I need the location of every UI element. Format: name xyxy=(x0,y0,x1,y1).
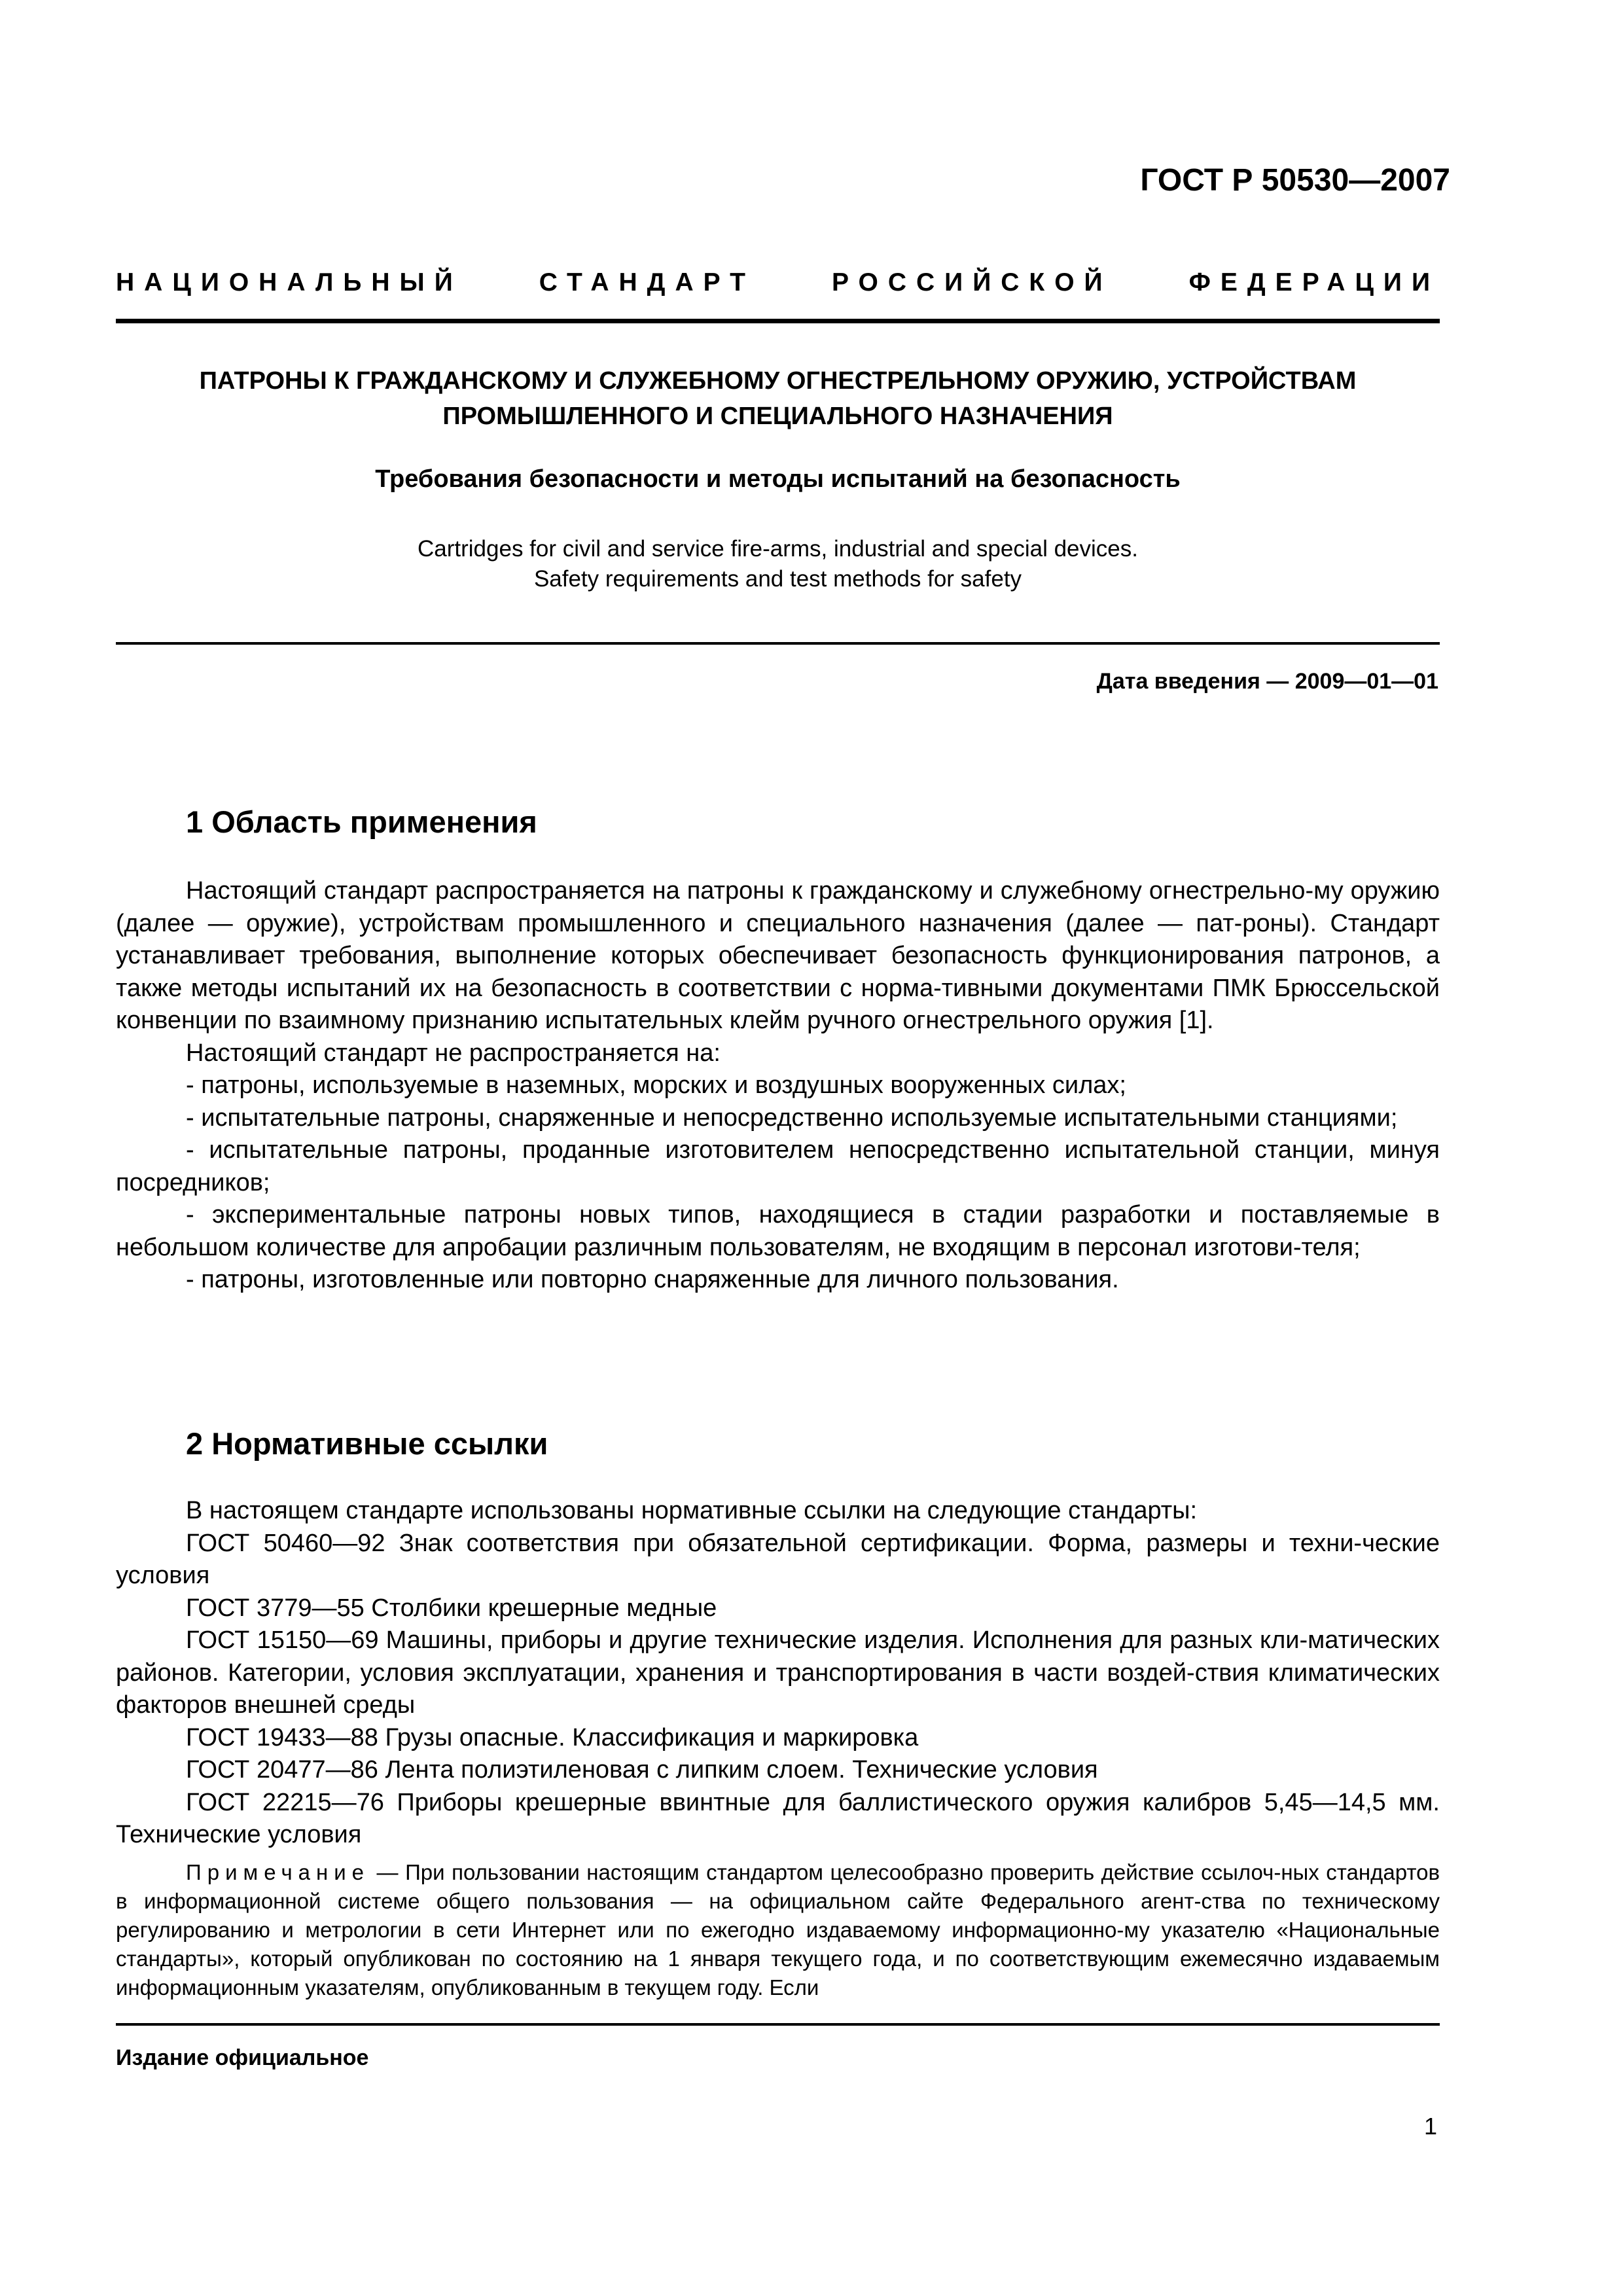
reference-item: ГОСТ 19433—88 Грузы опасные. Классификация и маркировка xyxy=(186,1723,919,1751)
list-item: - испытательные патроны, снаряженные и непосредственно используемые испытательными станциями; xyxy=(186,1103,1398,1132)
note xyxy=(116,1858,1440,2002)
list-item: - патроны, изготовленные или повторно снаряженные для личного пользования. xyxy=(186,1266,1119,1293)
national-standard-banner xyxy=(116,268,1440,297)
section-references-body xyxy=(116,1495,1440,1852)
reference-item: ГОСТ 50460—92 Знак соответствия при обязательной сертификации. Форма, размеры и техни-ческие условия xyxy=(116,1529,1440,1589)
introduction-date: Дата введения — 2009—01—01 xyxy=(1096,669,1438,694)
list-item: - испытательные патроны, проданные изготовителем непосредственно испытательной станции, минуя посредников; xyxy=(116,1136,1440,1196)
title-divider xyxy=(116,642,1440,645)
paragraph: В настоящем стандарте использованы нормативные ссылки на следующие стандарты: xyxy=(186,1497,1198,1524)
section-heading-scope: 1 Область применения xyxy=(186,804,537,839)
section-scope-body xyxy=(116,875,1440,1297)
footer-divider xyxy=(116,2023,1440,2026)
english-title-line: Cartridges for civil and service fire-arms, industrial and special devices. xyxy=(418,536,1138,562)
paragraph: Настоящий стандарт распространяется на патроны к гражданскому и служебному огнестрельно-му оружию (далее — оружие), устройствам промышленного и специального назначения (далее — пат-роны). Стандарт устанавливает требования, выполнение которых обеспечивает безопасность функционирования патронов, а также методы испытаний их на безопасность в соответствии с норма-тивными документами ПМК Брюссельской конвенции по взаимному признанию испытательных клейм ручного огнестрельного оружия [1]. xyxy=(116,877,1440,1034)
document-title xyxy=(116,363,1440,434)
paragraph: Настоящий стандарт не распространяется на: xyxy=(186,1039,721,1067)
note-label: Примечание xyxy=(186,1860,370,1884)
english-title-line: Safety requirements and test methods for safety xyxy=(533,566,1022,592)
title-line: ПРОМЫШЛЕННОГО И СПЕЦИАЛЬНОГО НАЗНАЧЕНИЯ xyxy=(442,403,1113,430)
document-subtitle: Требования безопасности и методы испытаний на безопасность xyxy=(375,465,1181,493)
list-item: - экспериментальные патроны новых типов, находящиеся в стадии разработки и поставляемые в небольшом количестве для апробации различным пользователям, не входящим в персонал изготови-теля; xyxy=(116,1201,1440,1261)
note-text: — При пользовании настоящим стандартом целесообразно проверить действие ссылоч-ных стандартов в информационной системе общего пользования — на официальном сайте Федерального агент-ства по техническому регулированию и метрологии в сети Интернет или по ежегодно издаваемому информационно-му указателю «Национальные стандарты», который опубликован по состоянию на 1 января текущего года, и по соответствующим ежемесячно издаваемым информационным указателям, опубликованным в текущем году. Если xyxy=(116,1860,1440,2000)
banner-word: РОССИЙСКОЙ xyxy=(832,268,1113,296)
reference-item: ГОСТ 15150—69 Машины, приборы и другие технические изделия. Исполнения для разных кли-матических районов. Категории, условия эксплуатации, хранения и транспортирования в части воздей-ствия климатических факторов внешней среды xyxy=(116,1626,1440,1719)
banner-word: ФЕДЕРАЦИИ xyxy=(1188,268,1440,296)
reference-item: ГОСТ 3779—55 Столбики крешерные медные xyxy=(186,1594,717,1622)
section-heading-references: 2 Нормативные ссылки xyxy=(186,1426,548,1461)
official-edition-label: Издание официальное xyxy=(116,2045,369,2070)
list-item: - патроны, используемые в наземных, морских и воздушных вооруженных силах; xyxy=(186,1071,1126,1099)
title-line: ПАТРОНЫ К ГРАЖДАНСКОМУ И СЛУЖЕБНОМУ ОГНЕСТРЕЛЬНОМУ ОРУЖИЮ, УСТРОЙСТВАМ xyxy=(199,367,1357,395)
page-number: 1 xyxy=(1423,2113,1437,2140)
english-title xyxy=(116,534,1440,594)
header-divider xyxy=(116,319,1440,323)
reference-item: ГОСТ 22215—76 Приборы крешерные ввинтные для баллистического оружия калибров 5,45—14,5 мм. Технические условия xyxy=(116,1788,1440,1848)
banner-word: НАЦИОНАЛЬНЫЙ xyxy=(116,268,463,296)
banner-word: СТАНДАРТ xyxy=(539,268,755,296)
document-code: ГОСТ Р 50530—2007 xyxy=(1140,163,1450,198)
reference-item: ГОСТ 20477—86 Лента полиэтиленовая с липким слоем. Технические условия xyxy=(186,1756,1098,1784)
